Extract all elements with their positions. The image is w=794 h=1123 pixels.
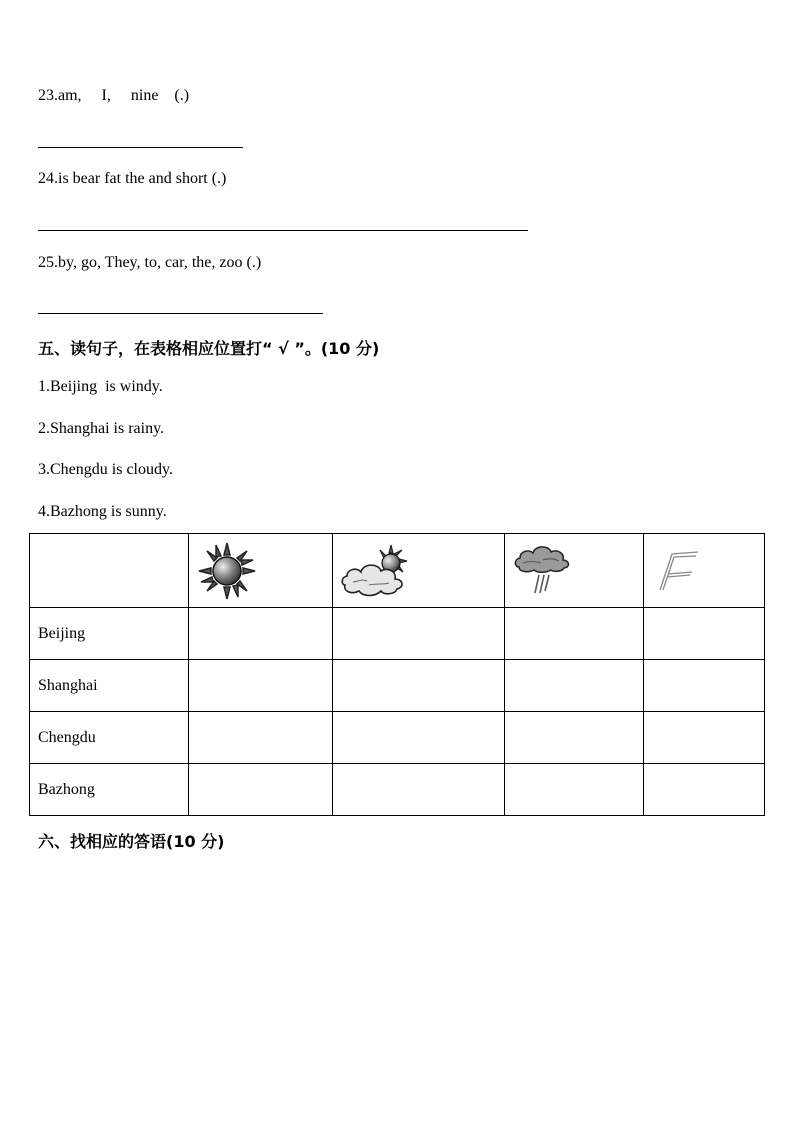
sentence-4: 4.Bazhong is sunny. bbox=[38, 503, 167, 520]
table-row bbox=[30, 712, 765, 764]
answer-cell[interactable] bbox=[332, 608, 505, 660]
table-row bbox=[30, 608, 765, 660]
sunny-icon bbox=[189, 541, 332, 601]
answer-cell[interactable] bbox=[644, 608, 765, 660]
answer-cell[interactable] bbox=[188, 608, 332, 660]
question-words: am, I, nine (.) bbox=[58, 87, 190, 104]
header-cell-windy bbox=[644, 534, 765, 608]
question-number: 23. bbox=[38, 87, 58, 104]
row-label-chengdu: Chengdu bbox=[30, 712, 189, 764]
table-corner-cell bbox=[30, 534, 189, 608]
answer-cell[interactable] bbox=[505, 660, 644, 712]
question-25 bbox=[38, 254, 261, 272]
header-cell-sunny bbox=[188, 534, 332, 608]
answer-cell[interactable] bbox=[332, 764, 505, 816]
header-cell-rainy bbox=[505, 534, 644, 608]
answer-cell[interactable] bbox=[332, 660, 505, 712]
question-words: is bear fat the and short (.) bbox=[58, 170, 227, 187]
answer-cell[interactable] bbox=[644, 660, 765, 712]
question-23 bbox=[38, 87, 189, 105]
row-label-bazhong: Bazhong bbox=[30, 764, 189, 816]
answer-line-23[interactable] bbox=[38, 147, 243, 148]
answer-line-24[interactable] bbox=[38, 230, 528, 231]
answer-cell[interactable] bbox=[188, 660, 332, 712]
question-24 bbox=[38, 170, 226, 188]
table-row bbox=[30, 660, 765, 712]
question-words: by, go, They, to, car, the, zoo (.) bbox=[58, 254, 262, 271]
sentence-2: 2.Shanghai is rainy. bbox=[38, 420, 165, 437]
answer-cell[interactable] bbox=[188, 712, 332, 764]
sentence-1: 1.Beijing is windy. bbox=[38, 378, 163, 395]
table-row bbox=[30, 764, 765, 816]
cloudy-icon bbox=[333, 541, 505, 601]
answer-cell[interactable] bbox=[644, 712, 765, 764]
answer-cell[interactable] bbox=[644, 764, 765, 816]
table-header-row bbox=[30, 534, 765, 608]
weather-table bbox=[29, 533, 765, 816]
answer-cell[interactable] bbox=[505, 764, 644, 816]
header-cell-cloudy bbox=[332, 534, 505, 608]
section-6-title: 六、找相应的答语(10 分) bbox=[38, 832, 225, 851]
question-number: 24. bbox=[38, 170, 58, 187]
section-5-title: 五、读句子，在表格相应位置打“ √ ”。(10 分) bbox=[38, 339, 380, 358]
row-label-beijing: Beijing bbox=[30, 608, 189, 660]
windy-icon bbox=[644, 546, 764, 596]
question-number: 25. bbox=[38, 254, 58, 271]
answer-line-25[interactable] bbox=[38, 313, 323, 314]
row-label-shanghai: Shanghai bbox=[30, 660, 189, 712]
answer-cell[interactable] bbox=[505, 608, 644, 660]
answer-cell[interactable] bbox=[505, 712, 644, 764]
rainy-icon bbox=[505, 541, 643, 601]
sentence-3: 3.Chengdu is cloudy. bbox=[38, 461, 173, 478]
answer-cell[interactable] bbox=[332, 712, 505, 764]
answer-cell[interactable] bbox=[188, 764, 332, 816]
